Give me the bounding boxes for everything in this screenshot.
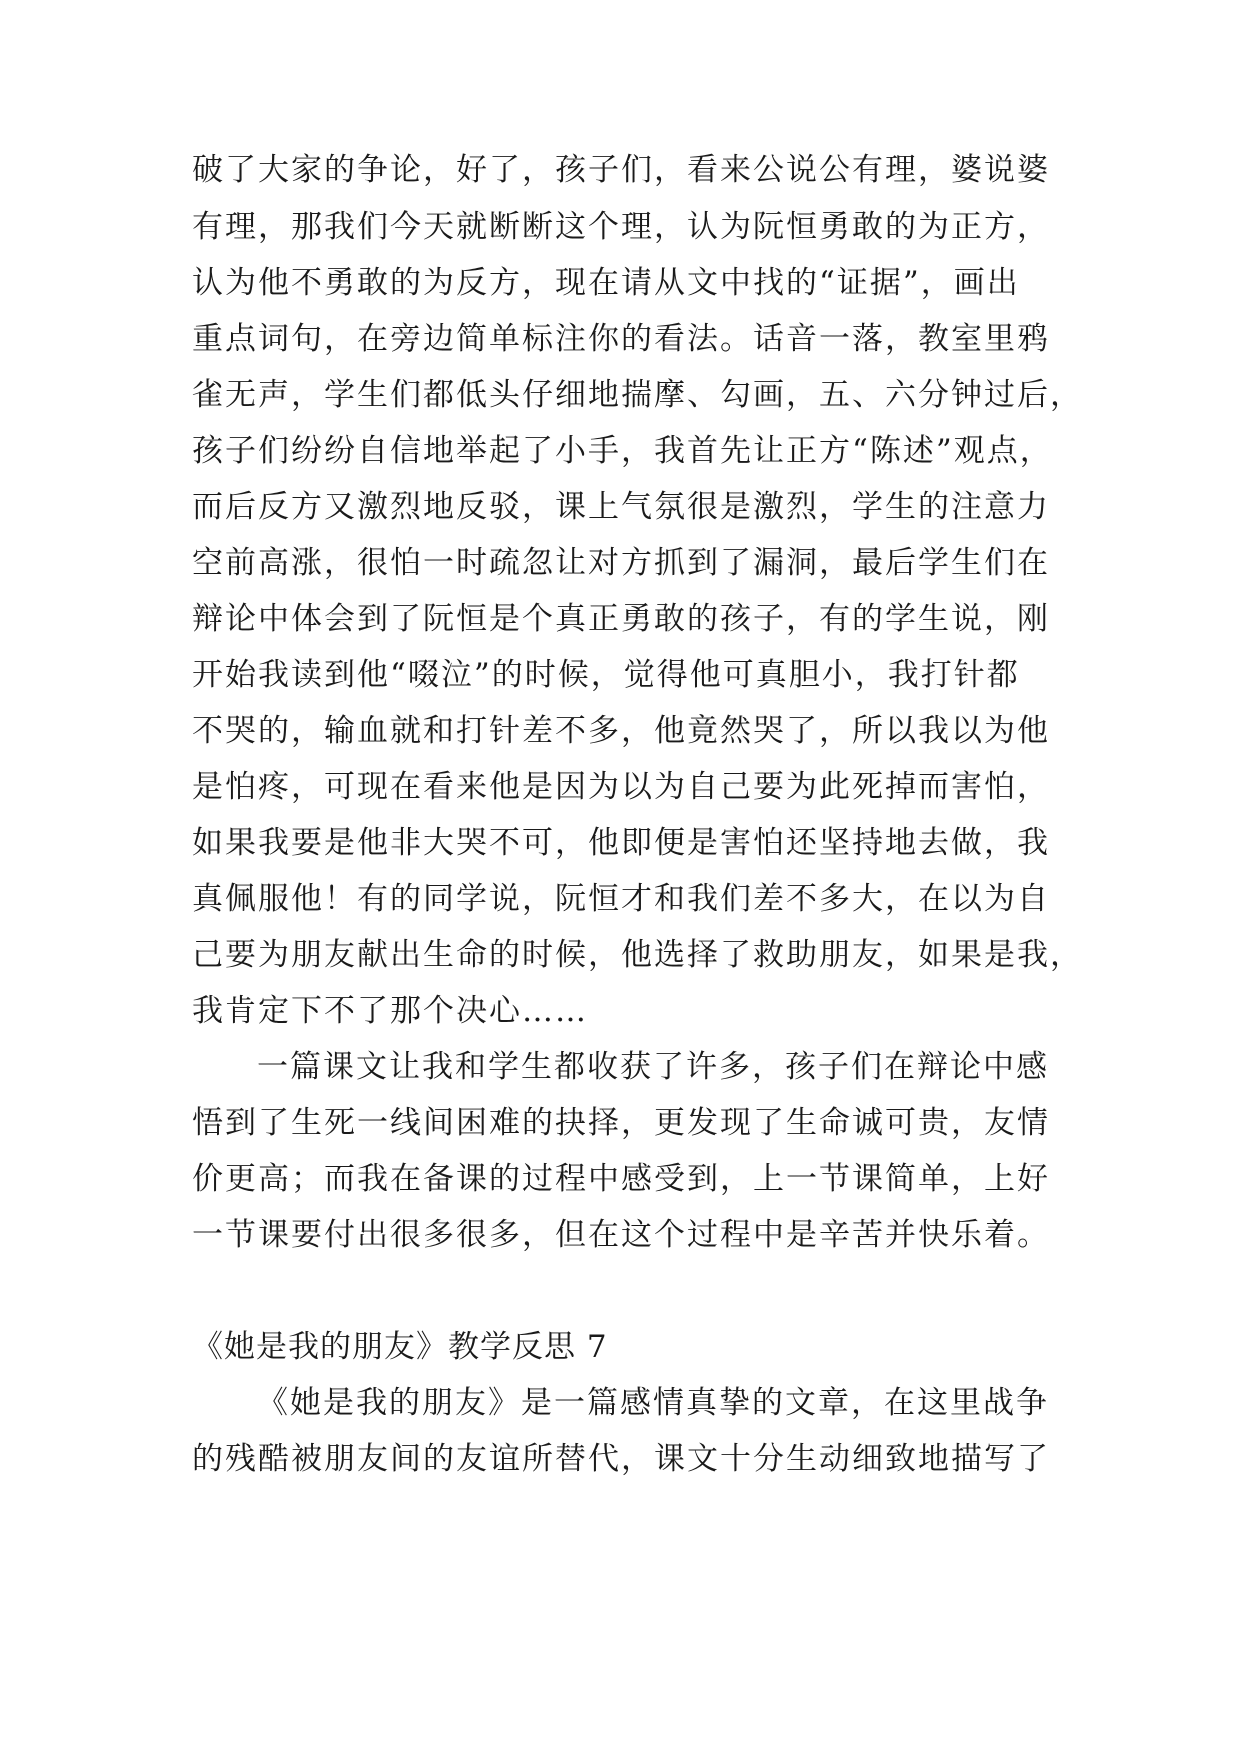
paragraph1-line-5: 雀无声，学生们都低头仔细地揣摩、勾画，五、六分钟过后，: [192, 377, 1083, 413]
section-heading: 《她是我的朋友》教学反思 7: [192, 1329, 608, 1365]
paragraph3-line-1: 《她是我的朋友》是一篇感情真挚的文章，在这里战争: [257, 1385, 1049, 1421]
paragraph2-line-1: 一篇课文让我和学生都收获了许多，孩子们在辩论中感: [257, 1049, 1049, 1085]
paragraph1-line-2: 有理，那我们今天就断断这个理，认为阮恒勇敢的为正方，: [192, 209, 1050, 245]
paragraph1-line-14: 真佩服他！有的同学说，阮恒才和我们差不多大，在以为自: [192, 881, 1050, 917]
paragraph1-line-12: 是怕疼，可现在看来他是因为以为自己要为此死掉而害怕，: [192, 769, 1050, 805]
paragraph1-line-11: 不哭的，输血就和打针差不多，他竟然哭了，所以我以为他: [192, 713, 1050, 749]
paragraph1-line-16: 我肯定下不了那个决心……: [192, 993, 588, 1029]
paragraph1-line-6: 孩子们纷纷自信地举起了小手，我首先让正方“陈述”观点，: [192, 433, 1053, 469]
paragraph1-line-7: 而后反方又激烈地反驳，课上气氛很是激烈，学生的注意力: [192, 489, 1050, 525]
paragraph1-line-15: 己要为朋友献出生命的时候，他选择了救助朋友，如果是我，: [192, 937, 1083, 973]
paragraph2-line-2: 悟到了生死一线间困难的抉择，更发现了生命诚可贵，友情: [192, 1105, 1050, 1141]
paragraph1-line-10: 开始我读到他“啜泣”的时候，觉得他可真胆小，我打针都: [192, 657, 1020, 693]
paragraph1-line-1: 破了大家的争论，好了，孩子们，看来公说公有理，婆说婆: [192, 152, 1050, 188]
paragraph2-line-4: 一节课要付出很多很多，但在这个过程中是辛苦并快乐着。: [192, 1217, 1050, 1253]
paragraph1-line-3: 认为他不勇敢的为反方，现在请从文中找的“证据”，画出: [192, 265, 1020, 301]
paragraph1-line-4: 重点词句，在旁边简单标注你的看法。话音一落，教室里鸦: [192, 321, 1050, 357]
paragraph1-line-8: 空前高涨，很怕一时疏忽让对方抓到了漏洞，最后学生们在: [192, 545, 1050, 581]
paragraph3-line-2: 的残酷被朋友间的友谊所替代，课文十分生动细致地描写了: [192, 1441, 1050, 1477]
paragraph1-line-9: 辩论中体会到了阮恒是个真正勇敢的孩子，有的学生说，刚: [192, 601, 1050, 637]
paragraph1-line-13: 如果我要是他非大哭不可，他即便是害怕还坚持地去做，我: [192, 825, 1050, 861]
paragraph2-line-3: 价更高；而我在备课的过程中感受到，上一节课简单，上好: [192, 1161, 1050, 1197]
